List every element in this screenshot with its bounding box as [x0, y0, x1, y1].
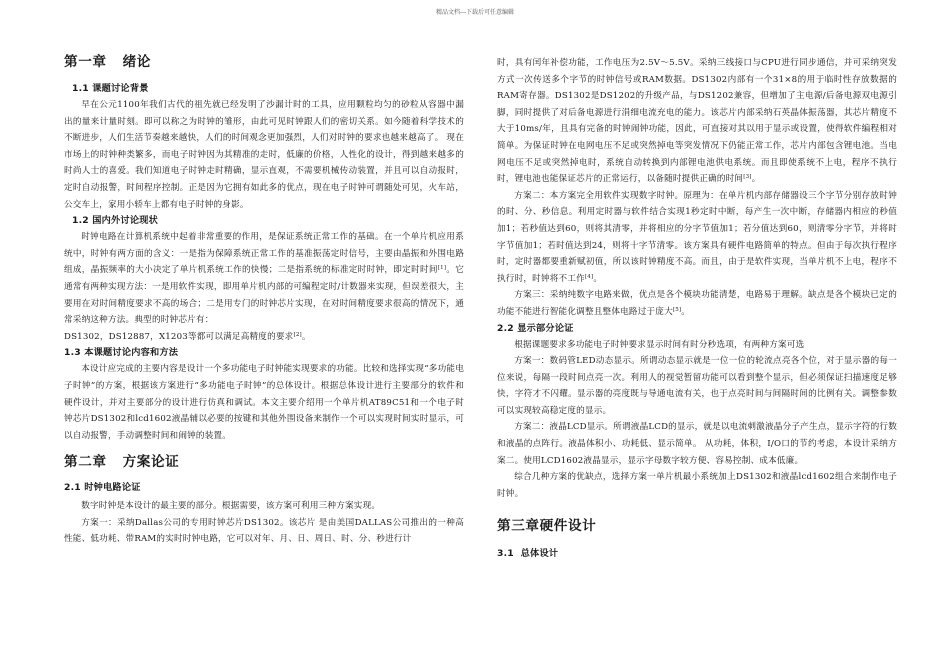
citation-2: [2] — [293, 331, 302, 338]
chapter-2-heading — [64, 452, 464, 472]
scheme-2-paragraph — [497, 188, 897, 288]
citation-5: [5] — [672, 306, 682, 313]
section-1-3-paragraph: 本设计应完成的主要内容是设计一个多功能电子时钟能实现要求的功能。比较和选择实现“多功能电子时钟”的方案，根据该方案进行“多功能电子时钟”的总体设计。根据总体设计进行主要部分的软件和硬件设计，并对主要部分的设计进行仿真和调试。本文主要介绍用一个单片机AT89C51和一个电子时钟芯片DS1302和lcd1602液晶辅以必要的按键和其他外围设备来制作一个可以实现时间实时显示，可以自动报警，手动调整时间和闹钟的装置。 — [64, 364, 464, 441]
citation-3: [3] — [743, 174, 752, 181]
scheme-2-end: 。 — [593, 273, 603, 284]
display-scheme-1: 方案一：数码管LED动态显示。所谓动态显示就是一位一位的轮流点亮各个位，对于显示器的每一位来说，每隔一段时间点亮一次。利用人的视觉暂留功能可以看到整个显示，但必须保证扫描速度足够快，字符才不闪耀。显示器的亮度既与导通电流有关，也于点亮时间与间隔时间的比例有关。调整参数可以实现较高稳定度的显示。 — [497, 356, 897, 416]
chapter-1-number: 第一章 — [64, 54, 107, 70]
right-column — [497, 55, 897, 562]
section-1-2-chip-list — [64, 329, 464, 346]
chapter-1-heading — [64, 52, 464, 72]
scheme-3-paragraph — [497, 287, 897, 320]
scheme-3-end: 。 — [681, 306, 691, 317]
section-1-2-text-b: 。它通常有两种实现方法：一是用软件实现，即用单片机内部的可编程定时/计数器来实现，但误差很大，主要用在对时间精度要求不高的场合；二是用专门的时钟芯片实现，在对时间精度要求很高的情况下，通常采纳这种方法。典型的时钟芯片有： — [64, 265, 465, 326]
scheme-1-continued — [497, 55, 897, 188]
section-1-2-paragraph — [64, 229, 464, 329]
citation-4: [4] — [584, 273, 594, 280]
display-scheme-2: 方案二：液晶LCD显示。所谓液晶LCD的显示，就是以电流刺激液晶分子产生点，显示字符的行数和液晶的点阵行。液晶体积小、功耗低、显示简单。 从功耗，体积，I/O口的节约考虑，本设计采纳方案二。使用LCD1602液晶显示，显示字母数字较方便、容易控制、成本低廉。 — [497, 422, 897, 466]
chapter-1-title: 绪论 — [122, 54, 151, 70]
scheme-2-text: 方案二：本方案完全用软件实现数字时钟。原理为：在单片机内部存储器设三个字节分别存放时钟的时、分、秒信息。利用定时器与软件结合实现1秒定时中断，每产生一次中断，存储器内相应的秒值加1；若秒值达到60，则将其清零，并将相应的分字节值加1；若分值达到60，则清零分字节，并将时字节值加1；若时值达到24，则将十字节清零。该方案具有硬件电路简单的特点。但由于每次执行程序时，定时器都要重新赋初值，所以该时钟精度不高。而且，由于是软件实现，当单片机不上电，程序不执行时，时钟将不工作 — [497, 190, 897, 284]
section-1-3-heading: 1.3 本课题讨论内容和方法 — [64, 347, 179, 359]
chip-list-text: DS1302，DS12887，X1203等都可以满足高精度的要求 — [64, 331, 294, 342]
section-2-2-intro: 根据课题要求多功能电子时钟要求显示时间有时分秒选项，有两种方案可选 — [514, 339, 805, 350]
chip-list-end: 。 — [301, 331, 311, 342]
section-3-1-heading: 3.1 总体设计 — [497, 548, 559, 560]
display-conclusion: 综合几种方案的优缺点，选择方案一单片机最小系统加上DS1302和液晶lcd1602组合来制作电子时钟。 — [497, 472, 897, 499]
section-1-1-paragraph: 早在公元1100年我们古代的祖先就已经发明了沙漏计时的工具，应用颗粒均匀的砂粒从容器中漏出的量来计量时刻。即可以称之为时钟的雏形，由此可见时钟跟人们的密切关系。如今随着科学技术的不断进步，人们生活节奏越来越快，人们的时间观念更加强烈，人们对时钟的要求也越来越高了。 现在市场上的时钟种类繁多，而电子时钟因为其精准的走时，低廉的价格，人性化的设计，得到越来越多的时尚人士的喜爱。我们知道电子时钟走时精确，显示直观，不需要机械传动装置，并且可以自动报时，定时自动报警，时间程序控制。正是因为它拥有如此多的优点，现在电子时钟可谓随处可见，火车站，公交车上，家用小轿车上都有电子时钟的身影。 — [64, 100, 464, 210]
chapter-3-heading: 第三章硬件设计 — [497, 518, 597, 535]
section-2-1-heading: 2.1 时钟电路论证 — [64, 482, 141, 494]
page-header-note: 精品文档---下载后可任意编辑 — [435, 9, 515, 16]
section-1-2-text-a: 时钟电路在计算机系统中起着非常重要的作用，是保证系统正常工作的基础。在一个单片机应用系统中，时钟有两方面的含义：一是指为保障系统正常工作的基准振荡定时信号，主要由晶振和外围电路组成，晶振频率的大小决定了单片机系统工作的快慢；二是指系统的标准定时时钟，即定时时间 — [64, 232, 464, 276]
section-1-1-heading: 1.1 课题讨论背景 — [72, 83, 149, 94]
scheme-1-end: 。 — [751, 174, 761, 185]
scheme-3-text: 方案三：采纳纯数字电路来做，优点是各个模块功能清楚，电路易于理解。缺点是各个模块已定的功能不能进行智能化调整且整体电路过于庞大 — [497, 290, 897, 317]
left-column — [64, 52, 464, 548]
section-2-1-scheme-1: 方案一：采纳Dallas公司的专用时钟芯片DS1302。该芯片 是由美国DALLAS公司推出的一种高性能、低功耗、带RAM的实时时钟电路，它可以对年、月、日、周日、时、分、秒进行计 — [64, 517, 464, 545]
section-2-1-intro: 数字时钟是本设计的最主要的部分。根据需要，该方案可利用三种方案实现。 — [81, 501, 381, 512]
section-2-2-heading: 2.2 显示部分论证 — [497, 322, 574, 334]
section-1-2-heading: 1.2 国内外讨论现状 — [72, 215, 158, 227]
chapter-2-number: 第二章 — [64, 454, 107, 471]
chapter-2-title: 方案论证 — [122, 454, 180, 471]
citation-1: [1] — [437, 265, 447, 272]
scheme-1-text: 时，具有闰年补偿功能，工作电压为2.5V～5.5V。采纳三线接口与CPU进行同步通信，并可采纳突发方式一次传送多个字节的时钟信号或RAM数据。DS1302内部有一个31×8的用于临时性存放数据的RAM寄存器。DS1302是DS1202的升级产品，与DS1202兼容，但增加了主电源/后备电源双电源引脚，同时提供了对后备电源进行涓细电流充电的能力。该芯片内部采纳石英晶体振荡器，其芯片精度不大于10ms/年，且具有完备的时钟闹钟功能，因此，可直接对其以用于显示或设置，使得软件编程相对简单。为保证时钟在电网电压不足或突然掉电等突发情况下仍能正常工作，芯片内部包含锂电池。当电网电压不足或突然掉电时，系统自动转换到内部锂电池供电系统。而且即使系统不上电，程序不执行时，锂电池也能保证芯片的正常运行，以备随时提供正确的时间 — [497, 58, 897, 185]
